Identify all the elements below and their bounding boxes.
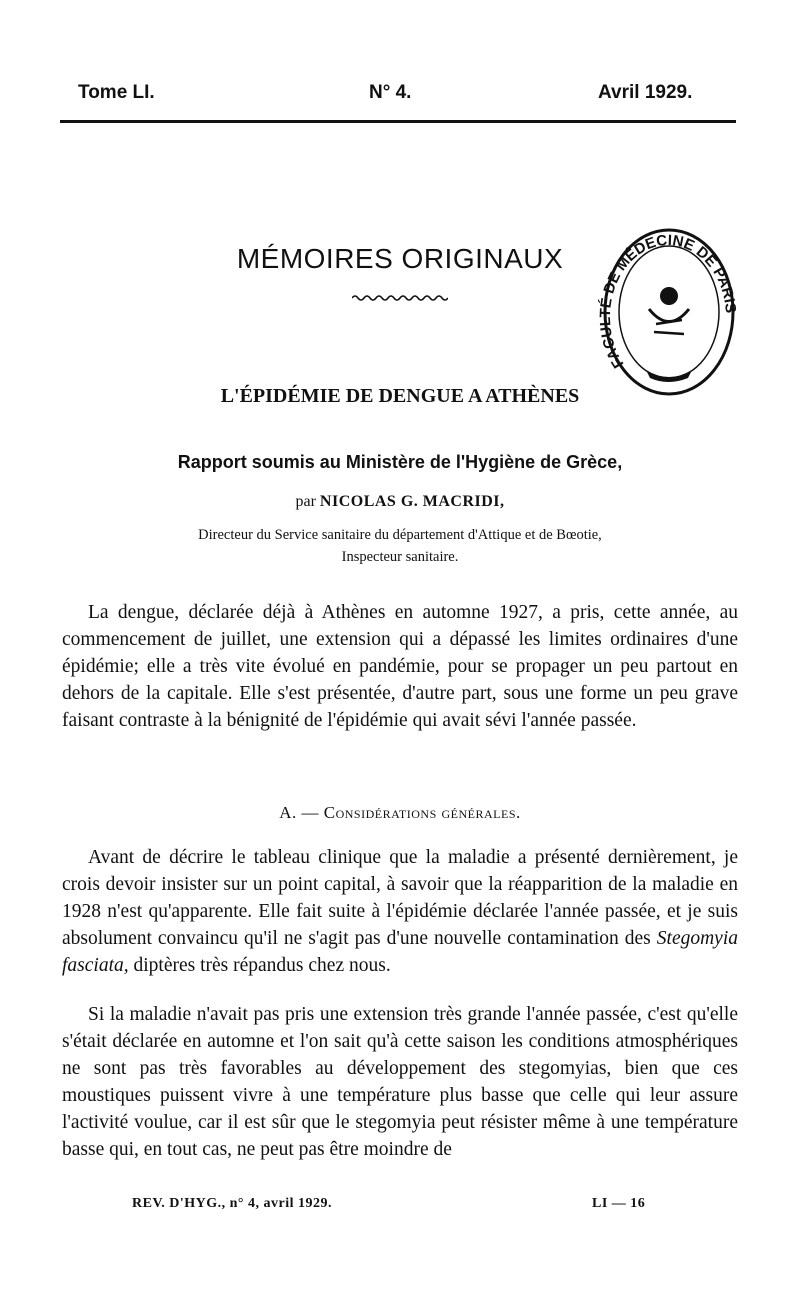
issue-number: N° 4. bbox=[369, 82, 412, 103]
author-line bbox=[0, 493, 800, 511]
footer-signature: LI — 16 bbox=[592, 1196, 646, 1211]
ornament-squiggle bbox=[352, 293, 448, 303]
report-line: Rapport soumis au Ministère de l'Hygiène de Grèce, bbox=[177, 452, 623, 472]
paragraph-3: Si la maladie n'avait pas pris une extension très grande l'année passée, c'est qu'elle s'était déclarée en automne et l'on sait qu'à cette saison les conditions atmosphériques ne sont pas très favorables au développement des stegomyias, bien que ces moustiques puissent vivre à une température plus basse que celle qui leur assure l'activité voulue, car il est sûr que le stegomyia peut résister même à une température basse qui, en tout cas, ne peut pas être moindre de bbox=[62, 1004, 738, 1160]
author-by: par bbox=[295, 493, 316, 510]
library-stamp bbox=[594, 214, 744, 404]
affiliation-line-2: Inspecteur sanitaire. bbox=[341, 549, 459, 565]
species-name: Stegomyia fasciata, bbox=[62, 928, 739, 976]
author-affiliation bbox=[0, 524, 800, 568]
volume-label: Tome LI. bbox=[78, 82, 155, 103]
issue-date: Avril 1929. bbox=[598, 82, 693, 103]
stamp-text: FACULTÉ DE MÉDECINE DE PARIS bbox=[596, 231, 740, 371]
article-title: L'ÉPIDÉMIE DE DENGUE A ATHÈNES bbox=[220, 385, 580, 407]
section-title: MÉMOIRES ORIGINAUX bbox=[236, 243, 564, 274]
paragraph-2-before: Avant de décrire le tableau clinique que la maladie a présenté dernièrement, je crois devoir insister sur un point capital, à savoir que la réapparition de la maladie en 1928 n'est qu'apparente. Elle fait suite à l'épidémie déclarée l'année passée, et je suis absolument convaincu qu'il ne s'agit pas d'une nouvelle contamination des bbox=[62, 847, 738, 949]
section-heading-text: Considérations générales. bbox=[323, 803, 521, 822]
section-letter: A. bbox=[279, 803, 297, 822]
section-heading bbox=[0, 803, 800, 823]
section-dash: — bbox=[301, 803, 319, 822]
header-rule bbox=[60, 120, 736, 123]
affiliation-line-1: Directeur du Service sanitaire du département d'Attique et de Bœotie, bbox=[198, 527, 602, 543]
footer-citation: REV. D'HYG., n° 4, avril 1929. bbox=[132, 1196, 333, 1211]
paragraph-2 bbox=[62, 844, 738, 979]
paragraph-1: La dengue, déclarée déjà à Athènes en automne 1927, a pris, cette année, au commencement de juillet, une extension qui a dépassé les limites ordinaires d'une épidémie; elle a très vite évolué en pandémie, pour se propager un peu partout en dehors de la capitale. Elle s'est présentée, d'autre part, sous une forme un peu grave faisant contraste à la bénignité de l'épidémie qui avait sévi l'année passée. bbox=[62, 602, 738, 731]
author-name: NICOLAS G. MACRIDI, bbox=[319, 493, 505, 510]
paragraph-2-after: diptères très répandus chez nous. bbox=[133, 955, 391, 976]
